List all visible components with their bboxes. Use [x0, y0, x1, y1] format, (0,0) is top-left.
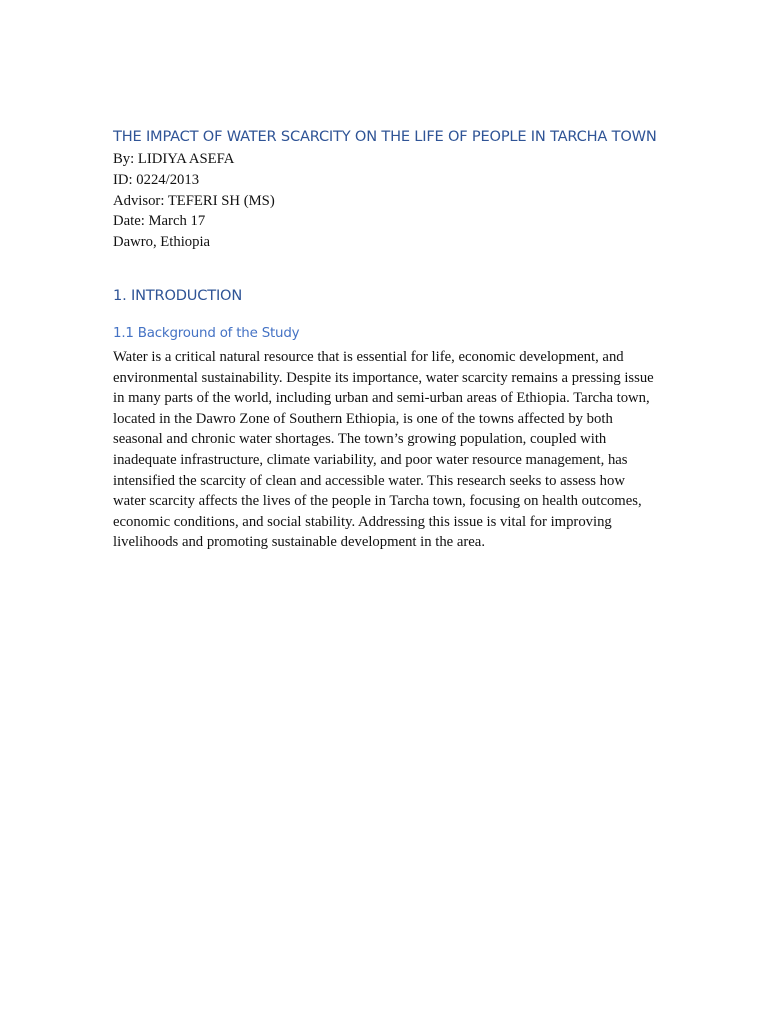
advisor-line: Advisor: TEFERI SH (MS): [113, 192, 275, 209]
document-page: [113, 124, 658, 553]
author-line: By: LIDIYA ASEFA: [113, 151, 235, 167]
author-info: [113, 149, 658, 253]
section-heading-introduction: 1. INTRODUCTION: [113, 286, 243, 304]
document-title: THE IMPACT OF WATER SCARCITY ON THE LIFE OF PEOPLE IN TARCHA TOWN: [113, 128, 657, 145]
background-paragraph: Water is a critical natural resource that is essential for life, economic development, and environmental sustainability. Despite its importance, water scarcity remains a pressing issue in many parts of the world, including urban and semi-urban areas of Ethiopia. Tarcha town, located in the Dawro Zone of Southern Ethiopia, is one of the towns affected by both seasonal and chronic water shortages. The town’s growing population, coupled with inadequate infrastructure, climate variability, and poor water resource management, has intensified the scarcity of clean and accessible water. This research seeks to assess how water scarcity affects the lives of the people in Tarcha town, focusing on health outcomes, economic conditions, and social stability. Addressing this issue is vital for improving livelihoods and promoting sustainable development in the area.: [113, 348, 654, 551]
student-id-line: ID: 0224/2013: [113, 171, 200, 188]
date-line: Date: March 17: [113, 213, 206, 230]
subsection-heading-background: 1.1 Background of the Study: [113, 325, 300, 341]
location-line: Dawro, Ethiopia: [113, 234, 211, 251]
